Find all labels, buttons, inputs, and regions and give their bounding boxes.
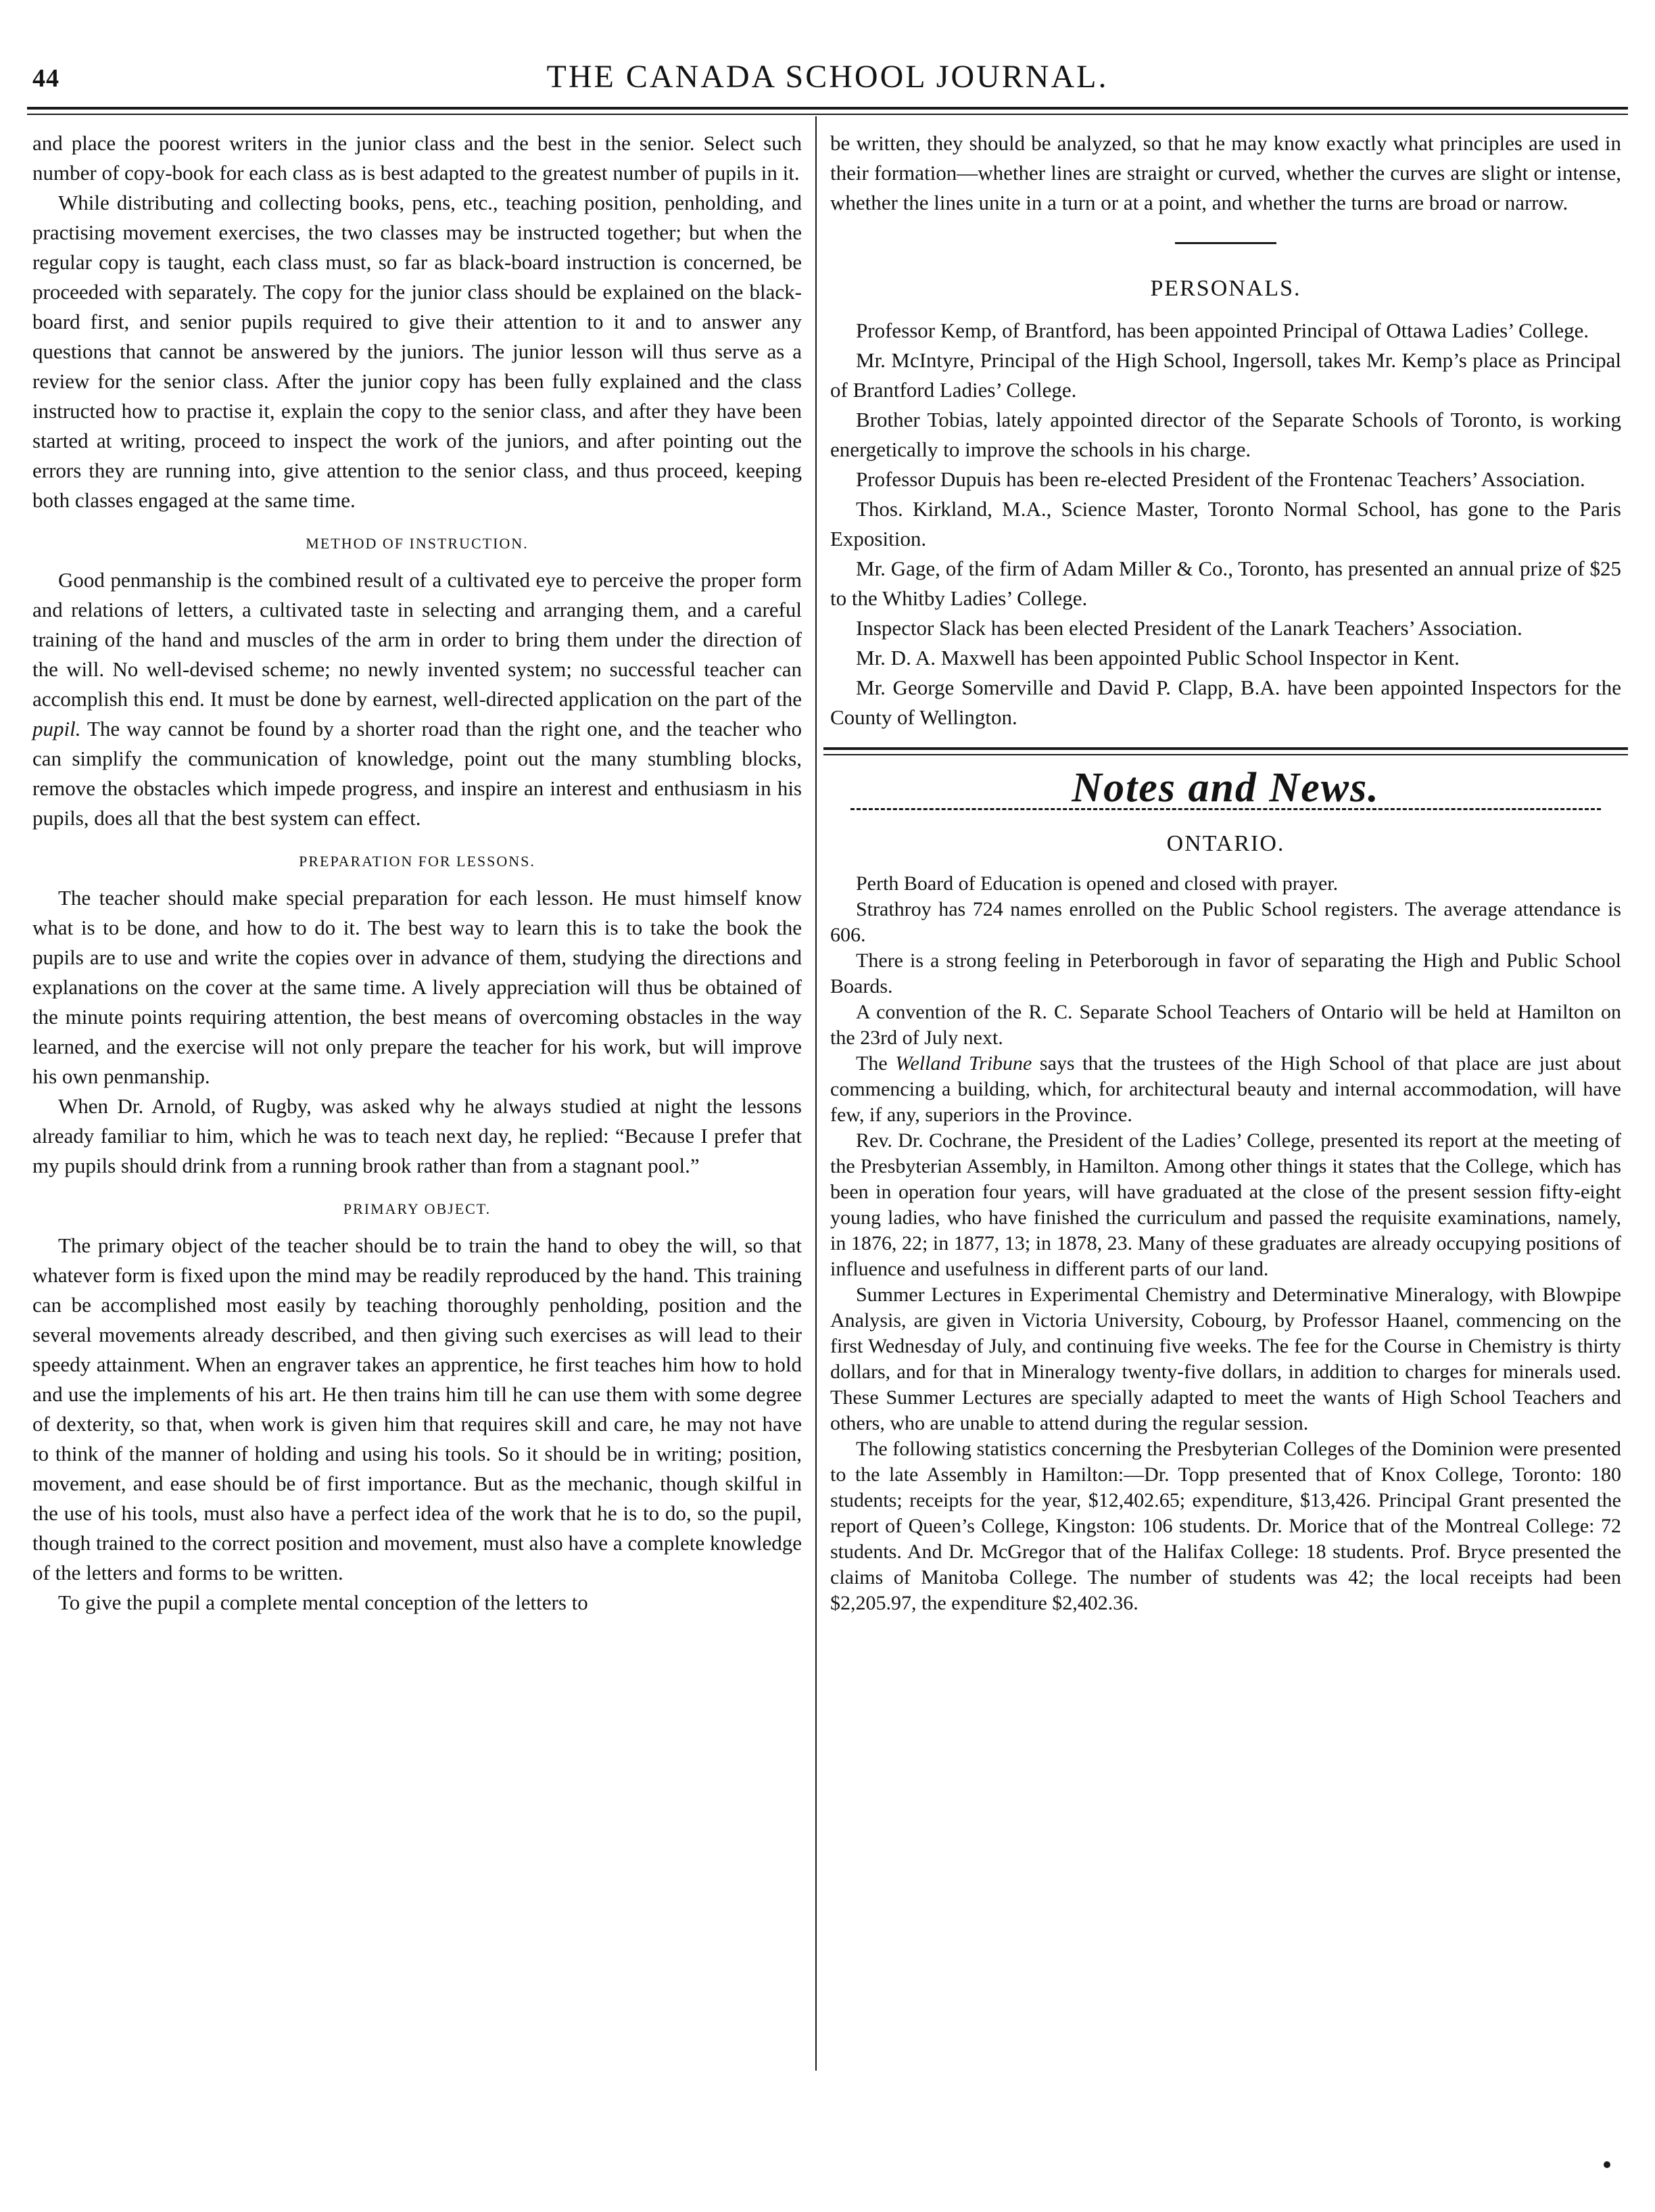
left-column (32, 128, 802, 1618)
personal-item: Mr. McIntyre, Principal of the High School, Ingersoll, takes Mr. Kemp’s place as Principal of Brantford Ladies’ College. (830, 348, 1621, 402)
personal-item: Inspector Slack has been elected President of the Lanark Teachers’ Association. (856, 616, 1522, 640)
personal-item: Professor Kemp, of Brantford, has been appointed Principal of Ottawa Ladies’ College. (856, 319, 1589, 342)
paragraph: When Dr. Arnold, of Rugby, was asked why he always studied at night the lessons already familiar to him, which he was to teach next day, he replied: “Because I prefer that my pupils should drink from a running brook rather than from a stagnant pool.” (32, 1094, 802, 1177)
subheading-primary: PRIMARY OBJECT. (343, 1200, 491, 1217)
section-divider (1175, 242, 1276, 244)
news-item: Strathroy has 724 names enrolled on the Public School registers. The average attendance is 606. (830, 898, 1621, 946)
news-item: The Welland Tribune says that the trustees of the High School of that place are just about commencing a building, which, for architectural beauty and internal accommodation, will have few, if any, superiors in the Province. (830, 1052, 1621, 1126)
news-item: A convention of the R. C. Separate School Teachers of Ontario will be held at Hamilton on the 23rd of July next. (830, 1001, 1621, 1049)
paragraph: While distributing and collecting books, pens, etc., teaching position, penholding, and practising movement exercises, the two classes may be instructed together; but when the regular copy is taught, each class must, so far as black-board instruction is concerned, be proceeded with separately. The copy for the junior class should be explained on the black-board first, and senior pupils required to give their attention to it and to answer any questions that cannot be answered by the juniors. The junior lesson will thus serve as a review for the senior class. After the junior copy has been fully explained and the class instructed how to practise it, explain the copy to the senior class, and after they have been started at writing, proceed to inspect the work of the juniors, and after pointing out the errors they are running into, give attention to the senior class, and thus proceed, keeping both classes engaged at the same time. (32, 191, 802, 512)
news-item: Summer Lectures in Experimental Chemistry and Determinative Mineralogy, with Blowpipe Analysis, are given in Victoria University, Cobourg, by Professor Haanel, commencing on the first Wednesday of July, and continuing five weeks. The fee for the Course in Chemistry is thirty dollars, and for that in Mineralogy twenty-five dollars, in addition to charges for minerals used. These Summer Lectures are specially adapted to meet the wants of High School Teachers and others, who are unable to attend during the regular session. (830, 1284, 1621, 1434)
news-item: There is a strong feeling in Peterborough in favor of separating the High and Public School Boards. (830, 949, 1621, 997)
page-number: 44 (32, 64, 59, 93)
paragraph: The primary object of the teacher should be to train the hand to obey the will, so that whatever form is fixed upon the mind may be readily reproduced by the hand. This training can be accomplished most easily by teaching thoroughly penholding, position and the several movements already described, and then giving such exercises as will lead to their speedy attainment. When an engraver takes an apprentice, he first teaches him how to hold and use the implements of his art. He then trains him till he can use them with some degree of dexterity, so that, when work is given him that requires skill and care, he may not have to think of the manner of holding and using his tools. So it should be in writing; position, movement, and ease should be of first importance. But as the mechanic, though skilful in the use of his tools, must also have a perfect idea of the work that he is to do, so the pupil, though trained to the correct position and movement, must also have a complete knowledge of the letters and forms to be written. (32, 1233, 802, 1584)
header-rule-bottom (27, 114, 1628, 115)
paragraph: The teacher should make special preparation for each lesson. He must himself know what is to be done, and how to do it. The best way to learn this is to take the book the pupils are to use and write the copies over in advance of them, studying the directions and explanations on the cover at the same time. A lively appreciation will thus be obtained of the minute points requiring attention, the best means of overcoming obstacles in the way learned, and the exercise will not only prepare the teacher for his work, but will improve his own penmanship. (32, 886, 802, 1088)
personal-item: Professor Dupuis has been re-elected President of the Frontenac Teachers’ Association. (856, 467, 1585, 491)
news-item: Rev. Dr. Cochrane, the President of the Ladies’ College, presented its report at the meeting of the Presbyterian Assembly, in Hamilton. Among other things it states that the College, which has been in operation four years, will have graduated at the close of the present session fifty-eight young ladies, who have finished the curriculum and passed the requisite examinations, namely, in 1876, 22; in 1877, 13; in 1878, 23. Many of these graduates are already occupying positions of influence and usefulness in different parts of our land. (830, 1129, 1621, 1280)
news-list (830, 871, 1621, 1616)
notes-rule-top (823, 747, 1628, 750)
right-column (830, 128, 1621, 1616)
news-item: The following statistics concerning the Presbyterian Colleges of the Dominion were presented to the late Assembly in Hamilton:—Dr. Topp presented that of Knox College, Toronto: 180 students; receipts for the year, $12,402.65; expenditure, $13,426. Principal Grant presented the report of Queen’s College, Kingston: 106 students. Dr. Morice that of the Montreal College: 72 students. And Dr. McGregor that of the Halifax College: 18 students. Prof. Bryce presented the claims of Manitoba College. The number of students was 42; the local receipts had been $2,205.97, the expenditure $2,402.36. (830, 1438, 1621, 1614)
personal-item: Mr. George Somerville and David P. Clapp, B.A. have been appointed Inspectors for the County of Wellington. (830, 676, 1621, 729)
paragraph: To give the pupil a complete mental conception of the letters to (58, 1591, 588, 1614)
personal-item: Mr. Gage, of the firm of Adam Miller & Co., Toronto, has presented an annual prize of $25 to the Whitby Ladies’ College. (830, 557, 1621, 610)
journal-title: THE CANADA SCHOOL JOURNAL. (546, 59, 1109, 95)
notes-and-news-heading: Notes and News. (1072, 765, 1380, 811)
paragraph: be written, they should be analyzed, so that he may know exactly what principles are used in their formation—whether lines are straight or curved, whether the curves are slight or intense, whether the lines unite in a turn or at a point, and whether the turns are broad or narrow. (830, 131, 1621, 214)
ontario-heading: ONTARIO. (1166, 831, 1285, 856)
print-speck (1604, 2161, 1610, 2168)
personal-item: Thos. Kirkland, M.A., Science Master, Toronto Normal School, has gone to the Paris Exposition. (830, 497, 1621, 550)
paragraph: Good penmanship is the combined result of a cultivated eye to perceive the proper form and relations of letters, a cultivated taste in selecting and arranging them, and a careful training of the hand and muscles of the arm in order to bring them under the direction of the will. No well-devised scheme; no newly invented system; no successful teacher can accomplish this end. It must be done by earnest, well-directed application on the part of the pupil. The way cannot be found by a shorter road than the right one, and the teacher who can simplify the communication of knowledge, point out the many stumbling blocks, remove the obstacles which impede progress, and inspire an interest and enthusiasm in his pupils, does all that the best system can effect. (32, 568, 802, 830)
subheading-method: METHOD OF INSTRUCTION. (306, 535, 529, 552)
personal-item: Mr. D. A. Maxwell has been appointed Public School Inspector in Kent. (856, 646, 1460, 669)
news-item: Perth Board of Education is opened and closed with prayer. (856, 872, 1339, 895)
paragraph: and place the poorest writers in the junior class and the best in the senior. Select such number of copy-book for each class as is best adapted to the greatest number of pupils in it. (32, 131, 802, 185)
subheading-preparation: PREPARATION FOR LESSONS. (299, 853, 535, 870)
column-divider (815, 116, 817, 2071)
notes-rule-bottom (823, 754, 1628, 755)
header-rule-top (27, 107, 1628, 110)
personal-item: Brother Tobias, lately appointed director of the Separate Schools of Toronto, is working energetically to improve the schools in his charge. (830, 408, 1621, 461)
personals-heading: PERSONALS. (1150, 276, 1301, 301)
